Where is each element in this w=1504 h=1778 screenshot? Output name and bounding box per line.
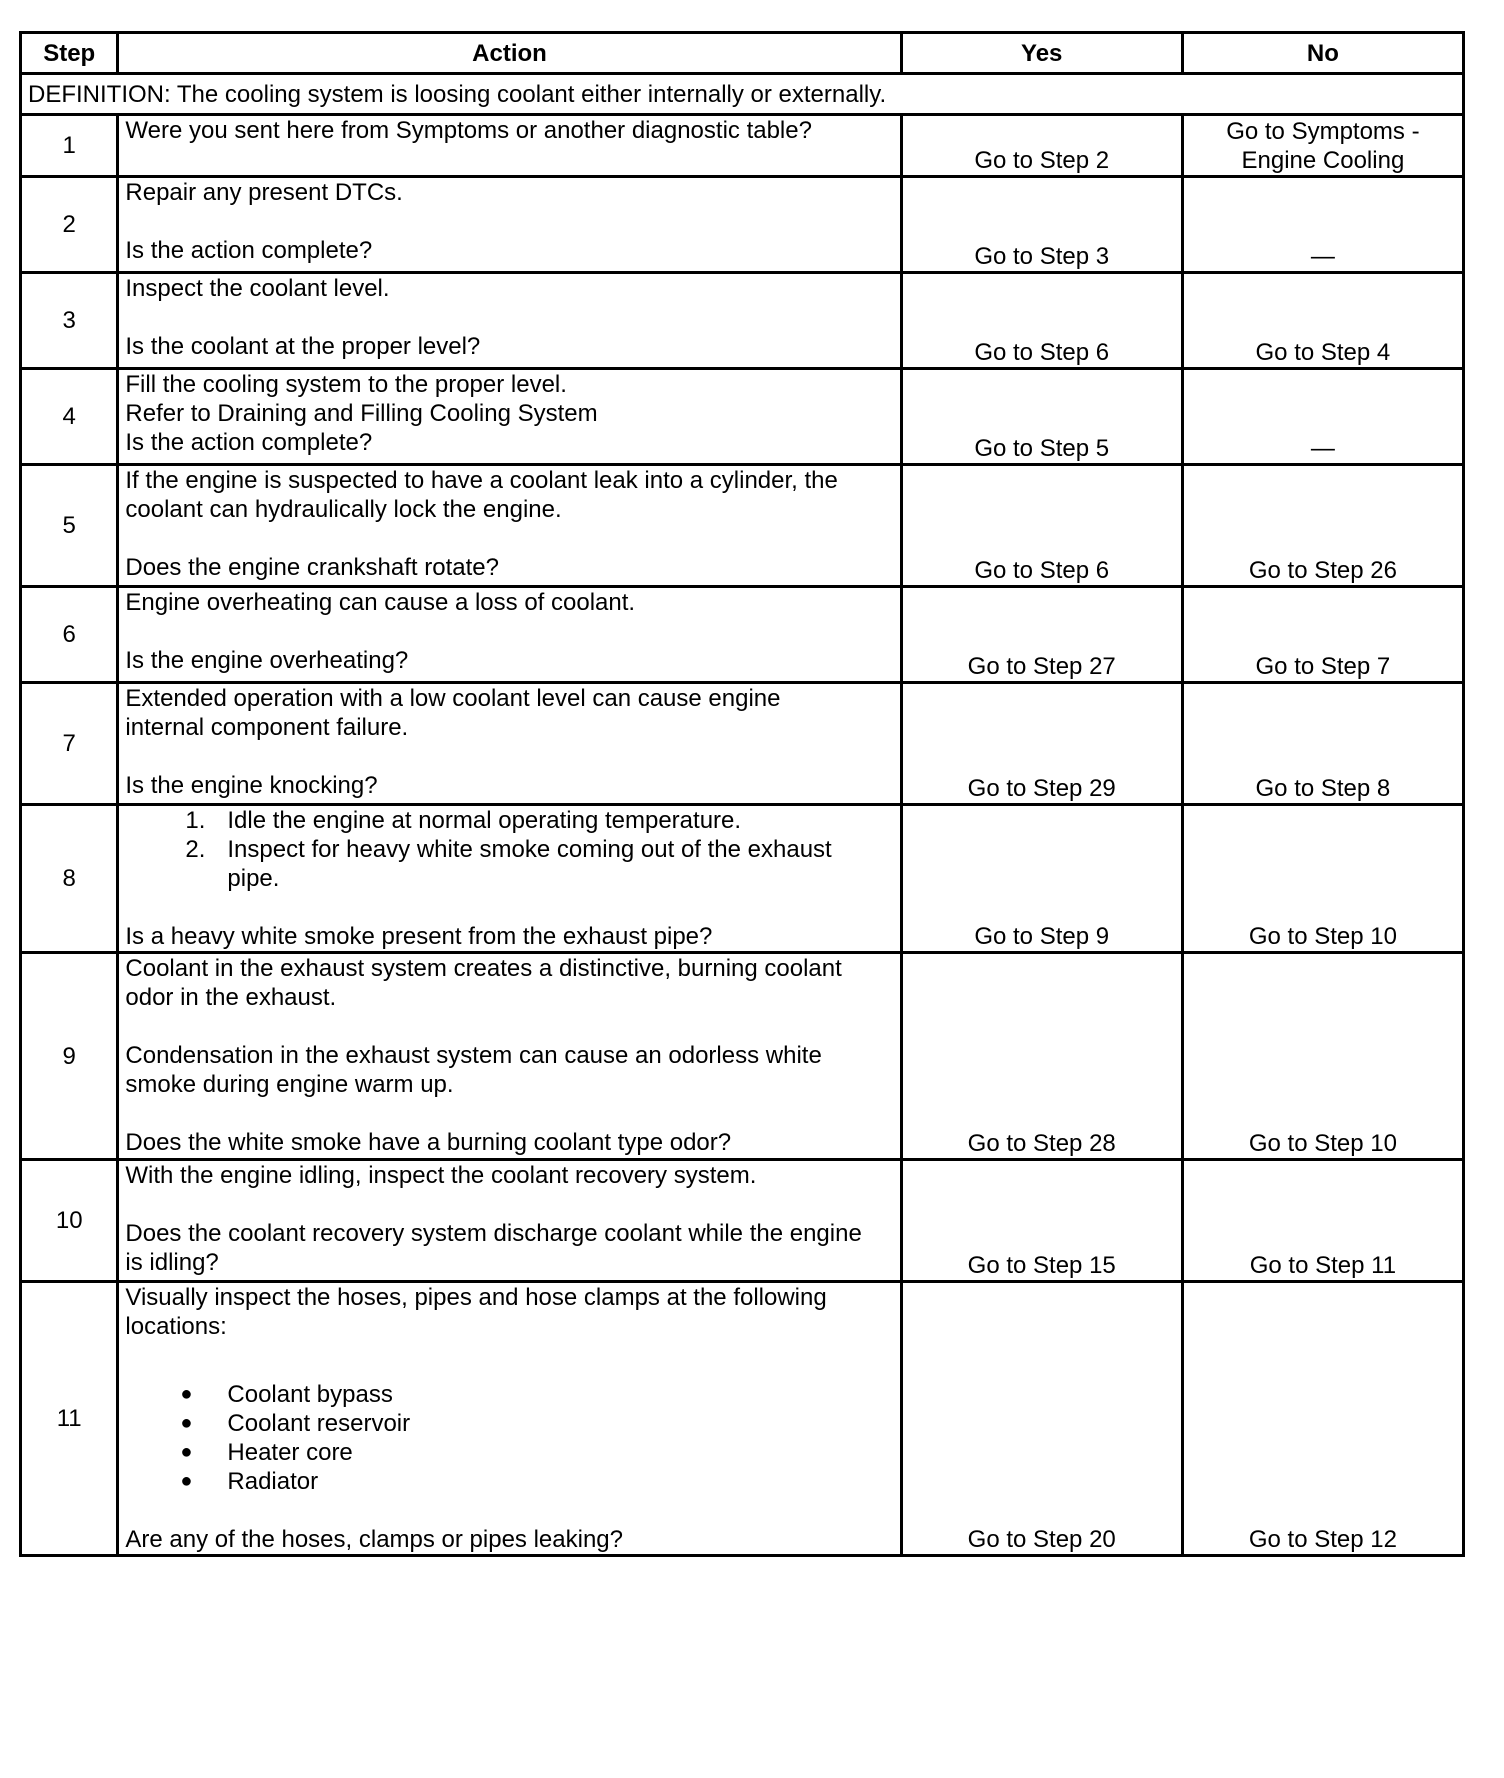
step-number: 10 bbox=[21, 1160, 118, 1282]
action-line: Visually inspect the hoses, pipes and hose clamps at the following bbox=[125, 1284, 827, 1311]
no-result bbox=[1182, 369, 1463, 465]
action-line: With the engine idling, inspect the coolant recovery system. bbox=[125, 1162, 757, 1189]
action-line: is idling? bbox=[125, 1249, 219, 1276]
no-result bbox=[1182, 805, 1463, 953]
action-line: Is the coolant at the proper level? bbox=[125, 333, 481, 360]
no-result bbox=[1182, 1282, 1463, 1556]
yes-result: Go to Step 20 bbox=[901, 1282, 1182, 1556]
numbered-list bbox=[125, 806, 893, 893]
step-number: 11 bbox=[21, 1282, 118, 1556]
action-line: smoke during engine warm up. bbox=[125, 1071, 454, 1098]
no-result bbox=[1182, 273, 1463, 369]
action-line: Is the action complete? bbox=[125, 429, 373, 456]
bullet-icon: ● bbox=[180, 1412, 193, 1434]
no-result bbox=[1182, 177, 1463, 273]
action-line: internal component failure. bbox=[125, 714, 409, 741]
table-row bbox=[21, 273, 1464, 369]
action-line bbox=[125, 617, 893, 646]
action-cell bbox=[118, 683, 901, 805]
list-item-text: Coolant bypass bbox=[227, 1381, 393, 1408]
definition-text: DEFINITION: The cooling system is loosing coolant either internally or externally. bbox=[21, 74, 1464, 115]
action-cell bbox=[118, 273, 901, 369]
step-number: 3 bbox=[21, 273, 118, 369]
action-cell bbox=[118, 805, 901, 953]
step-number: 1 bbox=[21, 115, 118, 177]
action-line bbox=[125, 524, 893, 553]
no-result-line: Engine Cooling bbox=[1241, 147, 1405, 174]
step-number: 6 bbox=[21, 587, 118, 683]
definition-row bbox=[21, 74, 1464, 115]
action-cell bbox=[118, 1160, 901, 1282]
table-row bbox=[21, 465, 1464, 587]
action-line bbox=[125, 1190, 893, 1219]
no-result-line: Go to Step 7 bbox=[1255, 653, 1391, 680]
step-number: 7 bbox=[21, 683, 118, 805]
table-row bbox=[21, 177, 1464, 273]
action-line: Were you sent here from Symptoms or another diagnostic table? bbox=[125, 117, 812, 144]
list-item-text: pipe. bbox=[227, 865, 280, 892]
action-line: Condensation in the exhaust system can cause an odorless white bbox=[125, 1042, 822, 1069]
no-result-line: Go to Step 12 bbox=[1248, 1526, 1397, 1553]
list-item bbox=[125, 1438, 893, 1467]
yes-result: Go to Step 27 bbox=[901, 587, 1182, 683]
action-cell bbox=[118, 115, 901, 177]
yes-result: Go to Step 3 bbox=[901, 177, 1182, 273]
header-no: No bbox=[1182, 33, 1463, 74]
list-number: 2. bbox=[185, 836, 206, 863]
spacer bbox=[125, 893, 893, 922]
action-line: locations: bbox=[125, 1313, 227, 1340]
no-result-line: Go to Step 4 bbox=[1255, 339, 1391, 366]
action-cell bbox=[118, 1282, 901, 1556]
yes-result: Go to Step 6 bbox=[901, 273, 1182, 369]
action-line bbox=[125, 1099, 893, 1128]
yes-result: Go to Step 9 bbox=[901, 805, 1182, 953]
list-item bbox=[125, 835, 893, 893]
action-line: odor in the exhaust. bbox=[125, 984, 337, 1011]
action-line bbox=[125, 742, 893, 771]
action-question: Are any of the hoses, clamps or pipes leaking? bbox=[125, 1526, 624, 1553]
list-item bbox=[125, 806, 893, 835]
list-item-text: Radiator bbox=[227, 1468, 319, 1495]
action-line: Does the white smoke have a burning coolant type odor? bbox=[125, 1129, 732, 1156]
action-cell bbox=[118, 465, 901, 587]
step-number: 5 bbox=[21, 465, 118, 587]
action-line: Is the action complete? bbox=[125, 237, 373, 264]
no-result-line: Go to Step 8 bbox=[1255, 775, 1391, 802]
table-row bbox=[21, 1282, 1464, 1556]
step-number: 9 bbox=[21, 953, 118, 1160]
action-question: Is a heavy white smoke present from the exhaust pipe? bbox=[125, 923, 713, 950]
list-item bbox=[125, 1380, 893, 1409]
step-number: 4 bbox=[21, 369, 118, 465]
header-action: Action bbox=[118, 33, 901, 74]
action-cell bbox=[118, 177, 901, 273]
action-line bbox=[125, 207, 893, 236]
action-line: Does the coolant recovery system discharge coolant while the engine bbox=[125, 1220, 862, 1247]
action-line: Is the engine knocking? bbox=[125, 772, 378, 799]
header-step: Step bbox=[21, 33, 118, 74]
bullet-icon: ● bbox=[180, 1441, 193, 1463]
table-row bbox=[21, 1160, 1464, 1282]
yes-result: Go to Step 15 bbox=[901, 1160, 1182, 1282]
list-item-text: Heater core bbox=[227, 1439, 353, 1466]
action-line: Repair any present DTCs. bbox=[125, 179, 403, 206]
action-line: coolant can hydraulically lock the engine. bbox=[125, 496, 562, 523]
action-cell bbox=[118, 587, 901, 683]
action-line: Extended operation with a low coolant level can cause engine bbox=[125, 685, 781, 712]
bullet-icon: ● bbox=[180, 1470, 193, 1492]
list-item bbox=[125, 1409, 893, 1438]
action-line: Fill the cooling system to the proper level. bbox=[125, 371, 567, 398]
list-item-text: Inspect for heavy white smoke coming out of the exhaust bbox=[227, 836, 832, 863]
action-line: Does the engine crankshaft rotate? bbox=[125, 554, 499, 581]
action-line bbox=[125, 1012, 893, 1041]
table-row bbox=[21, 683, 1464, 805]
no-result-line: Go to Step 11 bbox=[1249, 1252, 1397, 1279]
step-number: 2 bbox=[21, 177, 118, 273]
no-result-line: — bbox=[1310, 243, 1335, 270]
yes-result: Go to Step 2 bbox=[901, 115, 1182, 177]
action-line: Is the engine overheating? bbox=[125, 647, 409, 674]
no-result bbox=[1182, 1160, 1463, 1282]
list-item-text: Idle the engine at normal operating temperature. bbox=[227, 807, 742, 834]
no-result-line: Go to Symptoms - bbox=[1226, 118, 1420, 145]
table-row bbox=[21, 805, 1464, 953]
list-number: 1. bbox=[185, 807, 206, 834]
action-line: Inspect the coolant level. bbox=[125, 275, 390, 302]
step-number: 8 bbox=[21, 805, 118, 953]
action-line: Engine overheating can cause a loss of coolant. bbox=[125, 589, 636, 616]
spacer bbox=[125, 1496, 893, 1525]
table-row bbox=[21, 587, 1464, 683]
header-yes: Yes bbox=[901, 33, 1182, 74]
no-result bbox=[1182, 953, 1463, 1160]
table-row bbox=[21, 115, 1464, 177]
no-result-line: Go to Step 10 bbox=[1248, 1130, 1397, 1157]
yes-result: Go to Step 29 bbox=[901, 683, 1182, 805]
no-result-line: Go to Step 26 bbox=[1248, 557, 1397, 584]
action-line: Refer to Draining and Filling Cooling System bbox=[125, 400, 598, 427]
yes-result: Go to Step 5 bbox=[901, 369, 1182, 465]
list-item-text: Coolant reservoir bbox=[227, 1410, 411, 1437]
action-line: If the engine is suspected to have a coolant leak into a cylinder, the bbox=[125, 467, 838, 494]
bullet-icon: ● bbox=[180, 1383, 193, 1405]
no-result-line: — bbox=[1310, 435, 1335, 462]
action-line bbox=[125, 303, 893, 332]
no-result bbox=[1182, 115, 1463, 177]
table-row bbox=[21, 953, 1464, 1160]
no-result bbox=[1182, 465, 1463, 587]
yes-result: Go to Step 6 bbox=[901, 465, 1182, 587]
action-cell bbox=[118, 369, 901, 465]
header-row bbox=[21, 33, 1464, 74]
yes-result: Go to Step 28 bbox=[901, 953, 1182, 1160]
table-row bbox=[21, 369, 1464, 465]
no-result bbox=[1182, 683, 1463, 805]
diagnostic-table bbox=[19, 31, 1465, 1557]
list-item bbox=[125, 1467, 893, 1496]
no-result bbox=[1182, 587, 1463, 683]
bullet-list bbox=[125, 1380, 893, 1496]
action-line: Coolant in the exhaust system creates a distinctive, burning coolant bbox=[125, 955, 842, 982]
no-result-line: Go to Step 10 bbox=[1248, 923, 1397, 950]
spacer bbox=[125, 1341, 893, 1370]
action-cell bbox=[118, 953, 901, 1160]
spacer bbox=[125, 1370, 893, 1380]
